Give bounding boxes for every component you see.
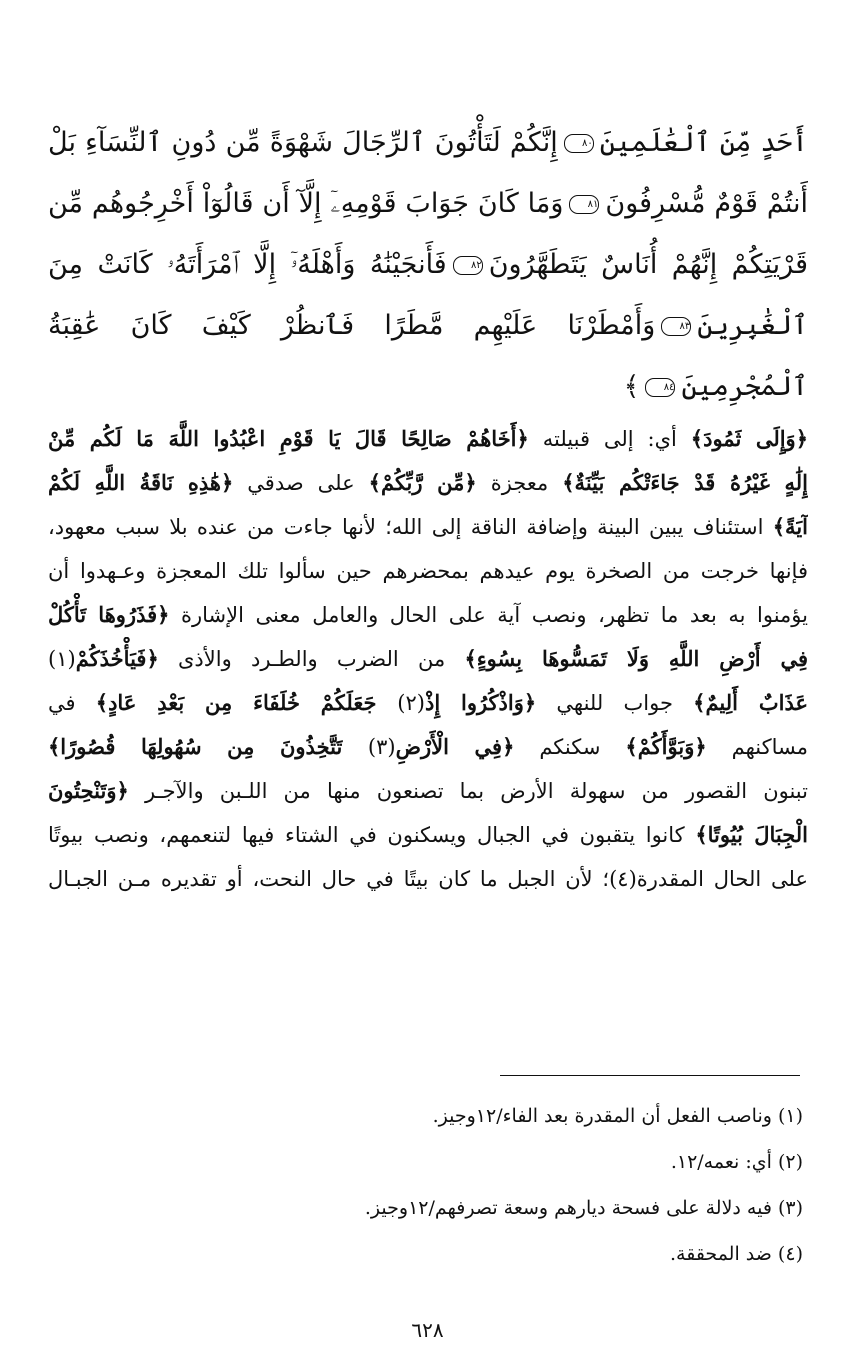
tafsir-line bbox=[48, 857, 808, 901]
quran-quote: ﴿أَخَاهُمْ صَالِحًا قَالَ يَا قَوْمِ اعْبُدُوا اللَّهَ مَا لَكُم مِّنْ bbox=[48, 426, 529, 451]
quran-verses-block bbox=[48, 112, 808, 417]
verse-number-marker: ٨٣ bbox=[661, 317, 691, 336]
quran-quote: ﴿فِي الْأَرْضِ bbox=[395, 734, 515, 759]
quran-quote: ﴿هَٰذِهِ نَاقَةُ اللَّهِ لَكُمْ bbox=[48, 470, 234, 495]
verse-number-marker: ٨٠ bbox=[564, 134, 594, 153]
quran-quote: فِي أَرْضِ اللَّهِ وَلَا تَمَسُّوهَا بِسُوءٍ﴾ bbox=[464, 646, 808, 671]
main-text bbox=[48, 112, 808, 901]
commentary-text: أَنتُمْ قَوْمٌ مُّسْرِفُونَ bbox=[605, 188, 808, 219]
quran-quote: جَعَلَكُمْ خُلَفَاءَ مِن بَعْدِ عَادٍ﴾ bbox=[95, 690, 398, 715]
quran-quote: الْجِبَالَ بُيُوتًا﴾ bbox=[695, 822, 808, 847]
commentary-text: وَأَمْطَرْنَا عَلَيْهِم مَّطَرًا فَٱنظُرْ كَيْفَ كَانَ عَٰقِبَةُ bbox=[48, 310, 656, 341]
commentary-text: من الضرب والطـرد والأذى bbox=[158, 647, 465, 671]
commentary-text: جواب للنهي bbox=[536, 691, 694, 715]
commentary-text: أي: إلى قبيلته bbox=[528, 427, 691, 451]
tafsir-line bbox=[48, 549, 808, 593]
quran-quote: آيَةً﴾ bbox=[772, 514, 808, 539]
commentary-text: قَرْيَتِكُمْ إِنَّهُمْ أُنَاسٌ يَتَطَهَّرُونَ bbox=[488, 249, 808, 280]
commentary-text: ؛ لأن الجبل ما كان بيتًا في حال النحت، أو تقديره مـن الجبـال bbox=[48, 867, 610, 891]
tafsir-line bbox=[48, 813, 808, 857]
commentary-text: مساكنهم bbox=[706, 735, 808, 759]
footnote-2: (٢) أي: نعمه/١٢. bbox=[670, 1151, 803, 1173]
page-number: ٦٢٨ bbox=[411, 1318, 444, 1342]
commentary-text: أَحَدٍ مِّنَ ٱلْعَٰلَمِينَ bbox=[599, 127, 808, 158]
tafsir-line bbox=[48, 417, 808, 461]
commentary-text: سكنكم bbox=[514, 735, 626, 759]
commentary-text: (٢) bbox=[397, 691, 425, 715]
verse-number-marker: ٨١ bbox=[569, 195, 599, 214]
tafsir-line bbox=[48, 593, 808, 637]
commentary-text: (١) bbox=[48, 647, 76, 671]
verse-number-marker: ٨٤ bbox=[645, 378, 675, 397]
commentary-text: ٱلْغَٰبِرِينَ bbox=[697, 310, 808, 341]
commentary-text: ﴾ bbox=[623, 371, 640, 402]
tafsir-line bbox=[48, 505, 808, 549]
commentary-text: وَمَا كَانَ جَوَابَ قَوْمِهِۦٓ إِلَّآ أَن قَالُوٓاْ أَخْرِجُوهُم مِّن bbox=[48, 188, 564, 219]
tafsir-line bbox=[48, 725, 808, 769]
footnote-separator bbox=[500, 1075, 800, 1076]
commentary-text: في bbox=[48, 691, 96, 715]
commentary-text: فإنها خرجت من الصخرة يوم عيدهم بمحضرهم حين سألوا تلك المعجزة وعـهدوا أن bbox=[48, 559, 808, 583]
commentary-text: (٣) bbox=[367, 735, 396, 759]
tafsir-line bbox=[48, 637, 808, 681]
quran-quote: ﴿وَاذْكُرُوا إِذْ bbox=[424, 690, 537, 715]
commentary-text: إِنَّكُمْ لَتَأْتُونَ ٱلرِّجَالَ شَهْوَةً مِّن دُونِ ٱلنِّسَآءِ بَلْ bbox=[48, 127, 558, 158]
commentary-text: تبنون القصور من سهولة الأرض بما تصنعون منها من اللـبن والآجـر bbox=[128, 779, 808, 803]
commentary-text: على صدقي bbox=[233, 471, 369, 495]
quran-quote: ﴿وَبَوَّأَكُمْ﴾ bbox=[625, 734, 707, 759]
quran-quote: تَتَّخِذُونَ مِن سُهُولِهَا قُصُورًا﴾ bbox=[48, 734, 368, 759]
quran-quote: ﴿فَذَرُوهَا تَأْكُلْ bbox=[48, 602, 170, 627]
quran-line bbox=[48, 112, 808, 173]
quran-line bbox=[48, 295, 808, 356]
commentary-text: استئناف يبين البينة وإضافة الناقة إلى الله؛ لأنها جاءت من عنده بلا سبب معهود، bbox=[48, 515, 773, 539]
commentary-text: فَأَنجَيْنَٰهُ وَأَهْلَهُۥٓ إِلَّا ٱمْرَأَتَهُۥ كَانَتْ مِنَ bbox=[48, 249, 447, 280]
verse-number-marker: ٨٢ bbox=[453, 256, 483, 275]
tafsir-commentary-block bbox=[48, 417, 808, 901]
commentary-text: معجزة bbox=[476, 471, 563, 495]
tafsir-line bbox=[48, 681, 808, 725]
quran-quote: عَذَابٌ أَلِيمٌ﴾ bbox=[693, 690, 808, 715]
tafsir-line bbox=[48, 461, 808, 505]
commentary-text: (٤) bbox=[609, 867, 637, 891]
quran-quote: ﴿وَتَنْحِتُونَ bbox=[48, 778, 129, 803]
commentary-text: يؤمنوا به بعد ما تظهر، ونصب آية على الحال والعامل معنى الإشارة bbox=[169, 603, 808, 627]
footnote-3: (٣) فيه دلالة على فسحة ديارهم وسعة تصرفهم/١٢وجيز. bbox=[364, 1197, 803, 1219]
commentary-text: ٱلْمُجْرِمِينَ bbox=[681, 371, 808, 402]
commentary-text: كانوا يتقبون في الجبال ويسكنون في الشتاء فيها لتنعمهم، ونصب بيوتًا bbox=[48, 823, 696, 847]
quran-line bbox=[48, 356, 808, 417]
footnotes bbox=[48, 1093, 803, 1277]
tafsir-line bbox=[48, 769, 808, 813]
quran-quote: ﴿وَإِلَى ثَمُودَ﴾ bbox=[690, 426, 808, 451]
footnote-1: (١) وناصب الفعل أن المقدرة بعد الفاء/١٢وجيز. bbox=[432, 1105, 803, 1127]
commentary-text: على الحال المقدرة bbox=[636, 867, 808, 891]
quran-quote: ﴿فَيَأْخُذَكُمْ bbox=[75, 646, 159, 671]
quran-line bbox=[48, 234, 808, 295]
quran-quote: ﴿مِّن رَّبِّكُمْ﴾ bbox=[368, 470, 477, 495]
quran-quote: إِلَٰهٍ غَيْرُهُ قَدْ جَاءَتْكُم بَيِّنَةٌ﴾ bbox=[562, 470, 808, 495]
quran-line bbox=[48, 173, 808, 234]
footnote-4: (٤) ضد المحققة. bbox=[669, 1243, 803, 1265]
